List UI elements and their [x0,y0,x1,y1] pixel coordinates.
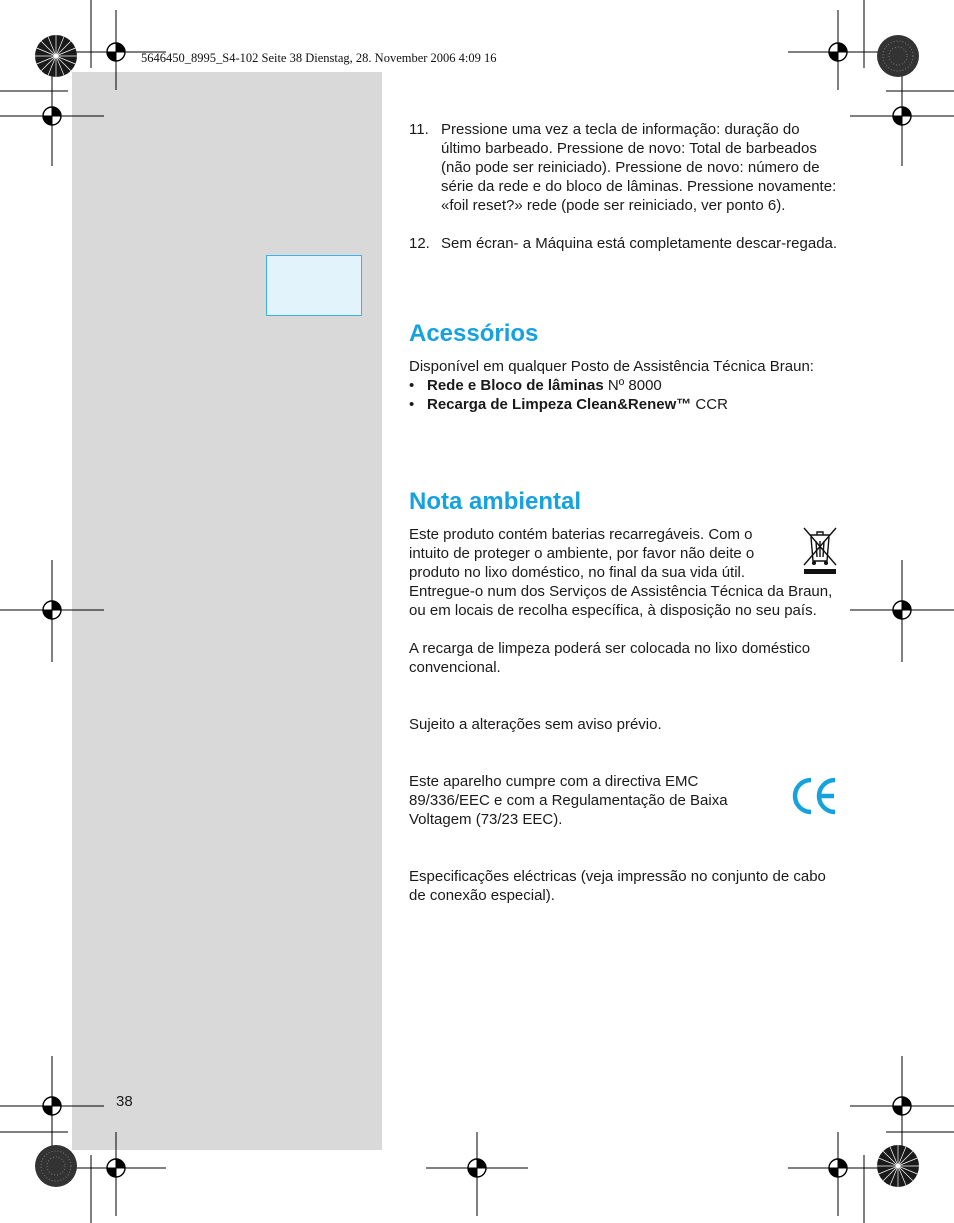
main-content [409,120,839,905]
environment-paragraph: Este produto contém baterias recarregáveis. Com o intuito de proteger o ambiente, por favor não deite o produto no lixo doméstico, no final da sua vida útil. Entregue-o num dos Serviços de Assistência Técnica da Braun, ou em locais de recolha específica, à disposição no seu país. [409,526,833,619]
list-item [409,376,839,395]
page-number: 38 [116,1093,133,1110]
item-name: Recarga de Limpeza Clean&Renew™ [427,396,692,413]
accessories-heading: Acessórios [409,320,539,347]
bullet: • [409,377,415,394]
step-item [409,120,839,215]
accessories-list [409,376,839,414]
emc-text: Este aparelho cumpre com a directiva EMC 89/336/EEC e com a Regulamentação de Baixa Voltagem (73/23 EEC). [409,773,728,828]
environment-heading: Nota ambiental [409,488,582,515]
step-number: 11. [409,121,429,138]
step-item [409,234,839,253]
item-name: Rede e Bloco de lâminas [427,377,604,394]
item-code: CCR [691,396,728,413]
list-item [409,395,839,414]
bullet: • [409,396,415,413]
step-number: 12. [409,235,430,252]
item-code: Nº 8000 [603,377,662,394]
notice-text: Sujeito a alterações sem aviso prévio. [409,716,662,733]
ce-mark-icon [789,774,839,818]
accessories-intro: Disponível em qualquer Posto de Assistência Técnica Braun: [409,358,814,375]
electrical-text: Especificações eléctricas (veja impressão no conjunto de cabo de conexão especial). [409,868,826,904]
step-text: Pressione uma vez a tecla de informação: duração do último barbeado. Pressione de novo: Total de barbeados (não pode ser reiniciado). Pressione de novo: número de série da rede e do bloco de lâminas. Pressione novamente: «foil reset?» rede (pode ser reiniciado, ver ponto 6). [441,121,837,214]
environment-paragraph-2: A recarga de limpeza poderá ser colocada no lixo doméstico convencional. [409,640,811,676]
crossed-out-wheelie-bin-icon [801,525,839,575]
step-text: Sem écran- a Máquina está completamente descar-regada. [441,235,838,252]
print-header: 5646450_8995_S4-102 Seite 38 Dienstag, 28. November 2006 4:09 16 [141,51,497,65]
